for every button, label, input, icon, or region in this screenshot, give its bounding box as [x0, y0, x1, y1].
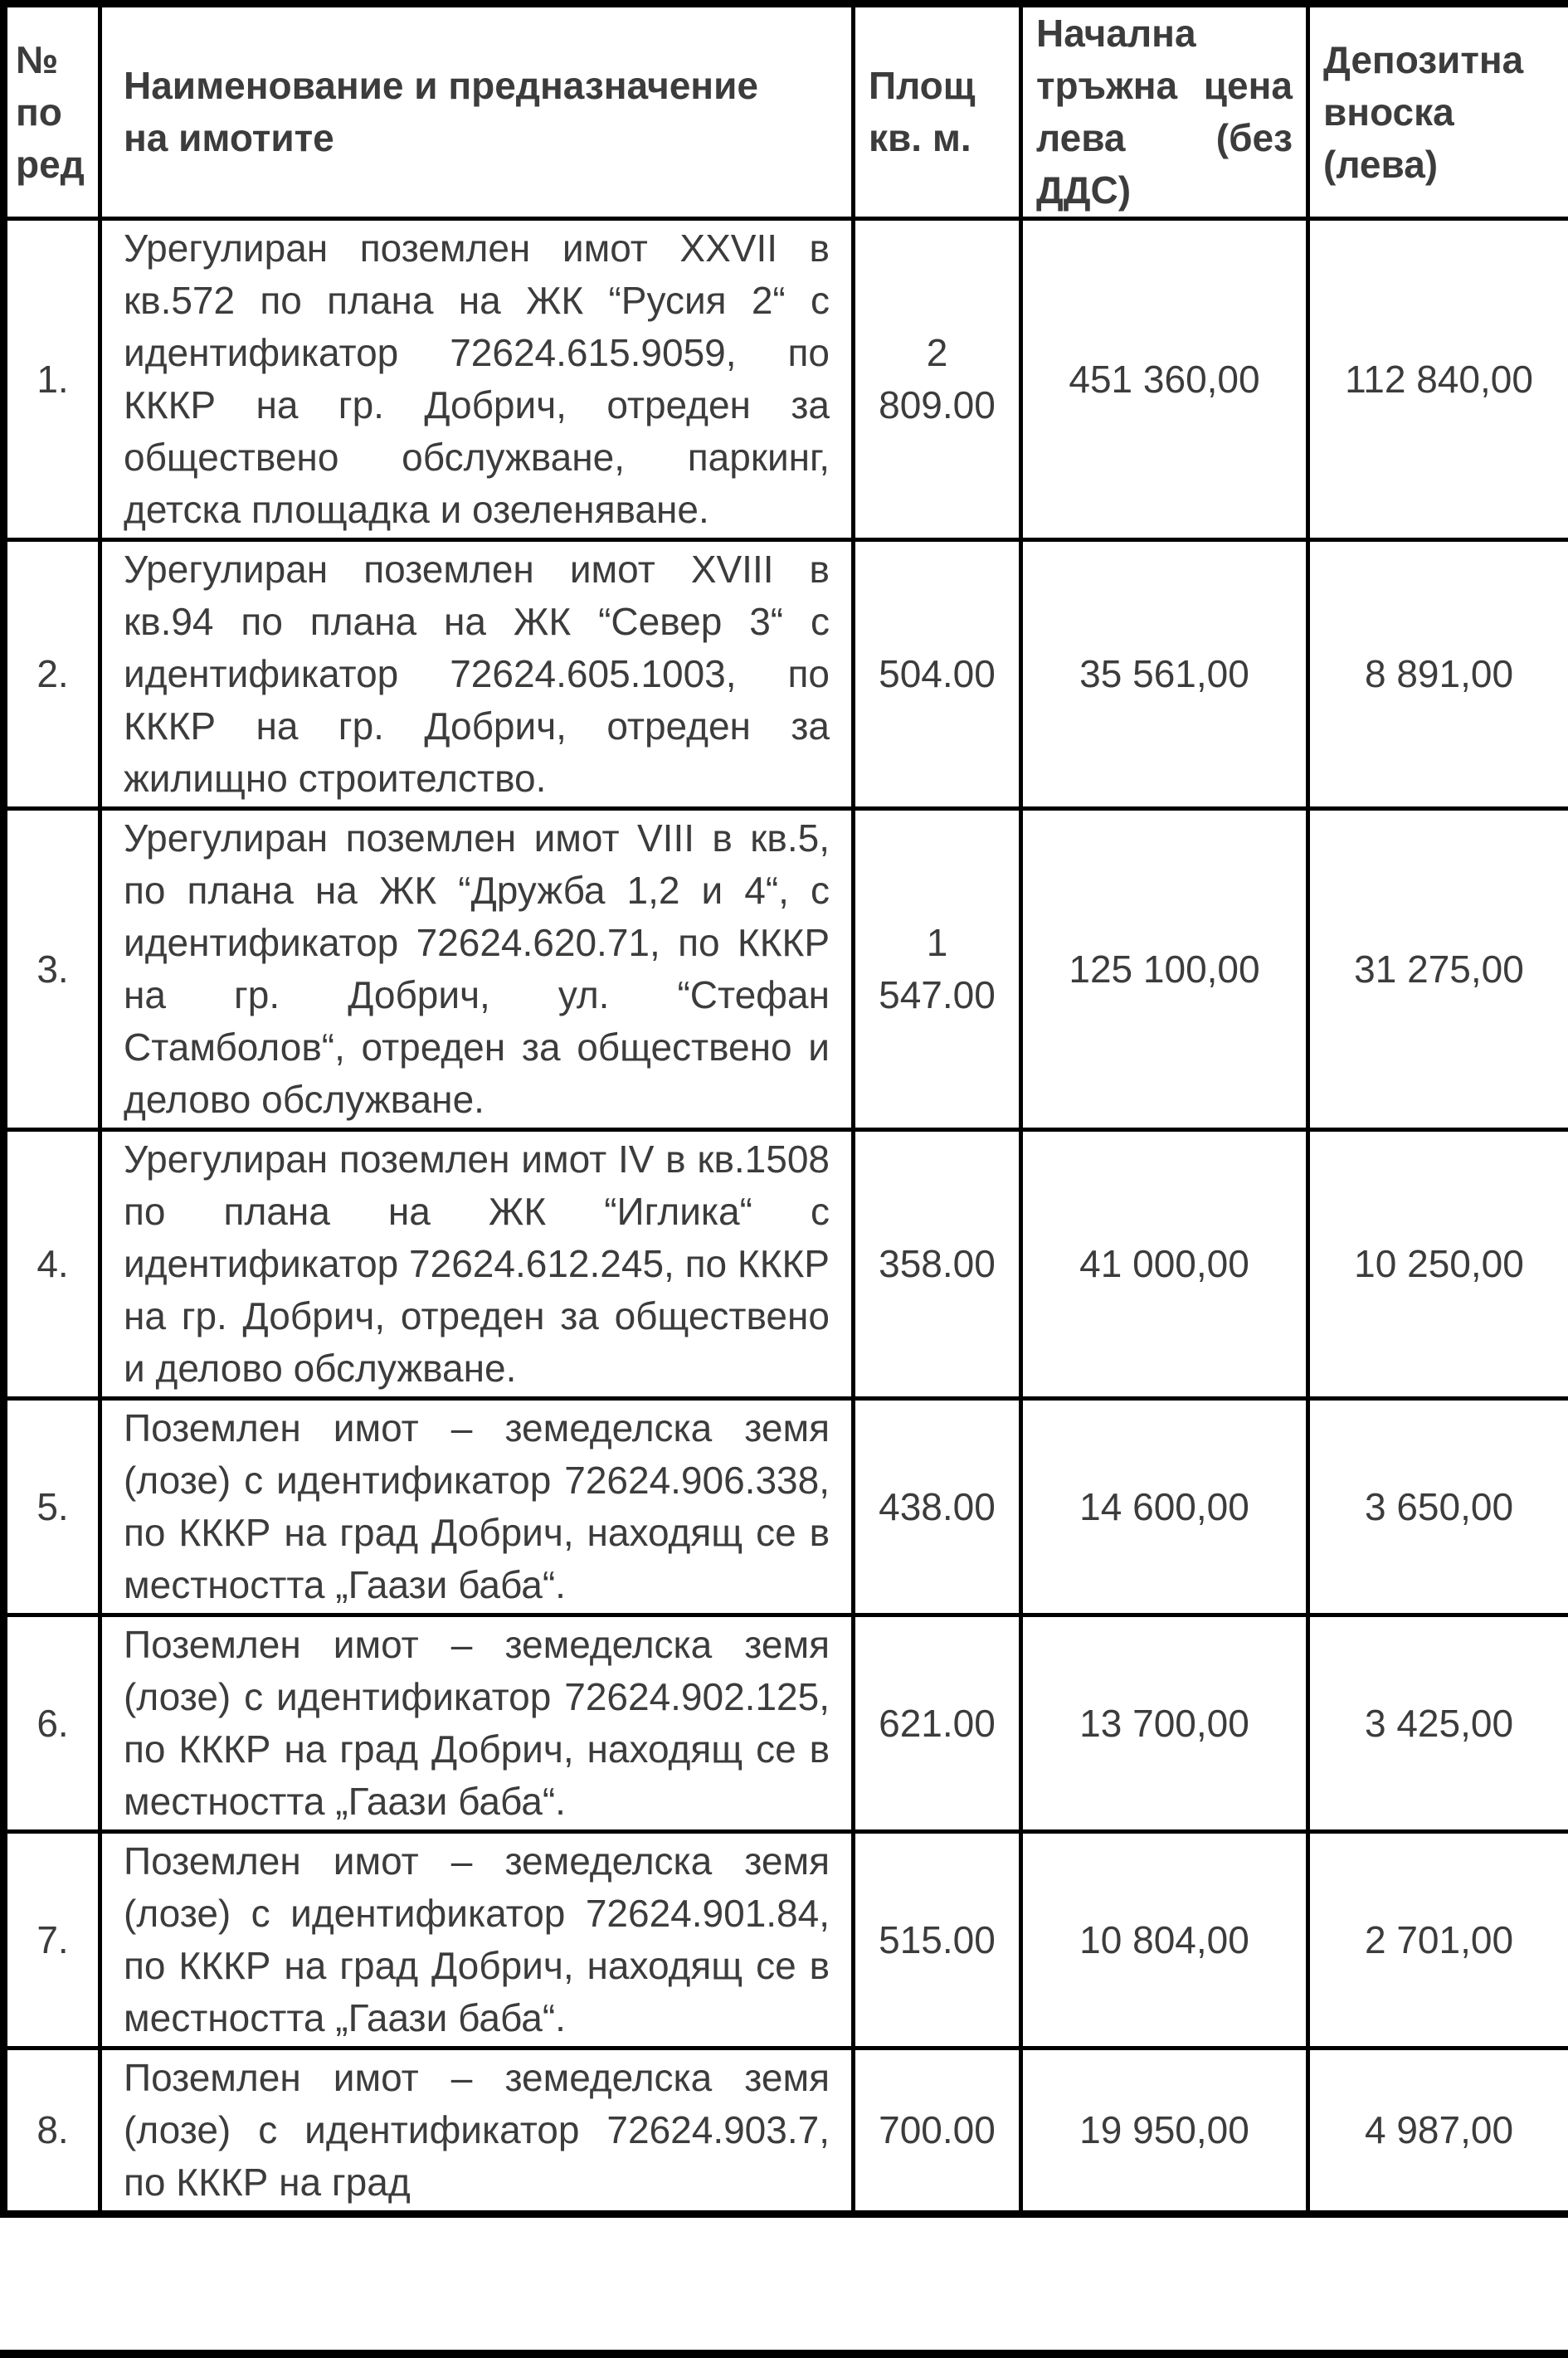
table-row [4, 219, 1568, 540]
area-cell: 1 547.00 [854, 809, 1021, 1130]
property-description-cell: Поземлен имот – земеделска земя (лозе) с идентификатор 72624.903.7, по КККР на град [100, 2049, 854, 2214]
row-number-cell: 8. [4, 2049, 100, 2214]
price-cell: 35 561,00 [1021, 540, 1308, 809]
property-description-cell: Поземлен имот – земеделска земя (лозе) с идентификатор 72624.906.338, по КККР на град Добрич, находящ се в местността „Гаази баба“. [100, 1399, 854, 1615]
table-row [4, 540, 1568, 809]
deposit-cell: 3 650,00 [1308, 1399, 1568, 1615]
deposit-cell: 4 987,00 [1308, 2049, 1568, 2214]
property-description-cell: Урегулиран поземлен имот XXVII в кв.572 по плана на ЖК “Русия 2“ с идентификатор 72624.615.9059, по КККР на гр. Добрич, отреден за обществено обслужване, паркинг, детска площадка и озеленяване. [100, 219, 854, 540]
row-number-cell: 6. [4, 1615, 100, 1832]
header-property-name: Наименование и предназначение на имотите [100, 4, 854, 219]
row-number-cell: 7. [4, 1832, 100, 2049]
deposit-cell: 112 840,00 [1308, 219, 1568, 540]
row-number-cell: 2. [4, 540, 100, 809]
area-cell: 700.00 [854, 2049, 1021, 2214]
deposit-cell: 31 275,00 [1308, 809, 1568, 1130]
area-cell: 358.00 [854, 1130, 1021, 1399]
deposit-cell: 3 425,00 [1308, 1615, 1568, 1832]
header-row-number: № по ред [4, 4, 100, 219]
table-row [4, 1615, 1568, 1832]
property-description-cell: Урегулиран поземлен имот VIII в кв.5, по плана на ЖК “Дружба 1,2 и 4“, с идентификатор 72624.620.71, по КККР на гр. Добрич, ул. “Стефан Стамболов“, отреден за обществено и делово обслужване. [100, 809, 854, 1130]
row-number-cell: 3. [4, 809, 100, 1130]
header-deposit: Депозитна вноска (лева) [1308, 4, 1568, 219]
header-area: Площ кв. м. [854, 4, 1021, 219]
header-starting-price: Начална тръжна цена лева (без ДДС) [1021, 4, 1308, 219]
property-description-cell: Урегулиран поземлен имот IV в кв.1508 по плана на ЖК “Иглика“ с идентификатор 72624.612.245, по КККР на гр. Добрич, отреден за обществено и делово обслужване. [100, 1130, 854, 1399]
price-cell: 125 100,00 [1021, 809, 1308, 1130]
row-number-cell: 5. [4, 1399, 100, 1615]
deposit-cell: 10 250,00 [1308, 1130, 1568, 1399]
area-cell: 504.00 [854, 540, 1021, 809]
property-description-cell: Поземлен имот – земеделска земя (лозе) с идентификатор 72624.902.125, по КККР на град Добрич, находящ се в местността „Гаази баба“. [100, 1615, 854, 1832]
row-number-cell: 4. [4, 1130, 100, 1399]
table-row [4, 809, 1568, 1130]
table-row [4, 1399, 1568, 1615]
price-cell: 10 804,00 [1021, 1832, 1308, 2049]
area-cell: 621.00 [854, 1615, 1021, 1832]
table-row [4, 2049, 1568, 2214]
deposit-cell: 8 891,00 [1308, 540, 1568, 809]
price-cell: 14 600,00 [1021, 1399, 1308, 1615]
area-cell: 515.00 [854, 1832, 1021, 2049]
area-cell: 2 809.00 [854, 219, 1021, 540]
price-cell: 19 950,00 [1021, 2049, 1308, 2214]
property-description-cell: Поземлен имот – земеделска земя (лозе) с идентификатор 72624.901.84, по КККР на град Добрич, находящ се в местността „Гаази баба“. [100, 1832, 854, 2049]
header-row [4, 4, 1568, 219]
price-cell: 13 700,00 [1021, 1615, 1308, 1832]
table-row [4, 1130, 1568, 1399]
price-cell: 451 360,00 [1021, 219, 1308, 540]
page-cut-border [0, 2350, 1568, 2358]
price-cell: 41 000,00 [1021, 1130, 1308, 1399]
table-row [4, 1832, 1568, 2049]
area-cell: 438.00 [854, 1399, 1021, 1615]
deposit-cell: 2 701,00 [1308, 1832, 1568, 2049]
row-number-cell: 1. [4, 219, 100, 540]
property-description-cell: Урегулиран поземлен имот XVIII в кв.94 по плана на ЖК “Север 3“ с идентификатор 72624.605.1003, по КККР на гр. Добрич, отреден за жилищно строителство. [100, 540, 854, 809]
